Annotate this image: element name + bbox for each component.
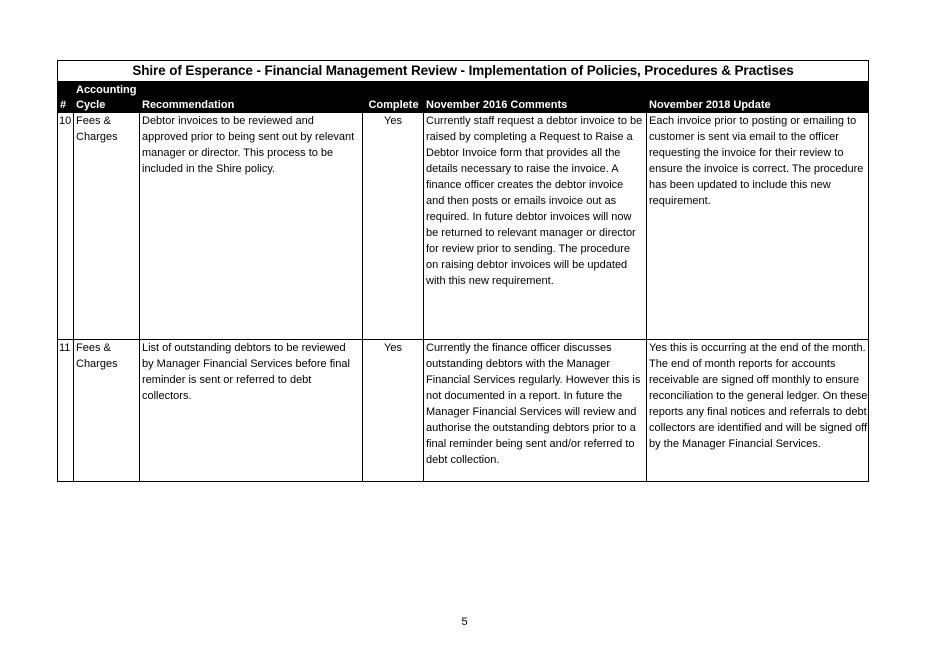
table-title: Shire of Esperance - Financial Management Review - Implementation of Policies, Procedures & Practises <box>132 63 794 78</box>
page-number: 5 <box>461 616 468 628</box>
header-november-2016-comments: November 2016 Comments <box>426 99 568 111</box>
table-header-row <box>58 81 868 113</box>
header-number: # <box>60 99 67 111</box>
row-accounting-cycle: Fees & Charges <box>74 113 140 339</box>
row-november-2018-update: Yes this is occurring at the end of the month. The end of month reports for accounts receivable are signed off monthly to ensure reconciliation to the general ledger. On these reports any final notices and referrals to debt collectors are identified and will be signed off by the Manager Financial Services. <box>649 342 868 450</box>
row-november-2016-comments: Currently the finance officer discusses outstanding debtors with the Manager Financial Services regularly. However this is not documented in a report. In future the Manager Financial Services will review and authorise the outstanding debtors prior to a final reminder being sent and/or referred to debt collection. <box>424 340 647 481</box>
row-complete: Yes <box>363 340 424 481</box>
row-november-2018-update: Each invoice prior to posting or emailing to customer is sent via email to the officer requesting the invoice for their review to ensure the invoice is correct. The procedure has been updated to include this new requirement. <box>649 115 864 207</box>
table-row <box>58 339 868 481</box>
row-complete: Yes <box>363 113 424 339</box>
row-november-2016-comments: Currently staff request a debtor invoice to be raised by completing a Request to Raise a Debtor Invoice form that provides all the details necessary to raise the invoice. A finance officer creates the debtor invoice and then posts or emails invoice out as required. In future debtor invoices will now be returned to relevant manager or director for review prior to sending. The procedure on raising debtor invoices will be updated with this new requirement. <box>424 113 647 339</box>
table-row <box>58 113 868 339</box>
header-complete: Complete <box>368 99 419 111</box>
header-accounting-cycle: Accounting Cycle <box>76 84 137 111</box>
row-number: 10 <box>58 113 74 339</box>
row-recommendation: List of outstanding debtors to be reviewed by Manager Financial Services before final reminder is sent or referred to debt collectors. <box>140 340 363 481</box>
review-table <box>57 60 869 482</box>
row-accounting-cycle: Fees & Charges <box>74 340 140 481</box>
header-recommendation: Recommendation <box>142 99 235 111</box>
header-november-2018-update: November 2018 Update <box>649 99 771 111</box>
row-recommendation: Debtor invoices to be reviewed and approved prior to being sent out by relevant manager or director. This process to be included in the Shire policy. <box>140 113 363 339</box>
row-number: 11 <box>58 340 74 481</box>
